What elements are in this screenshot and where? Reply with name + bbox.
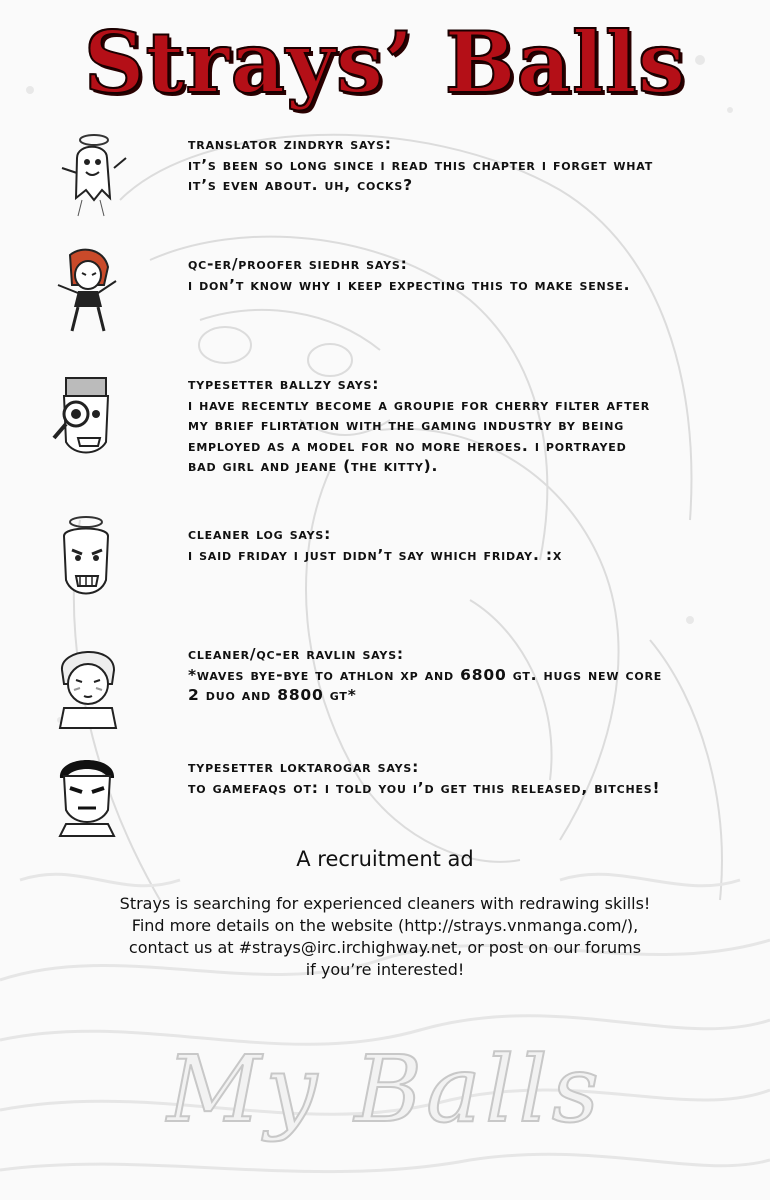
entry-name: typesetter ballzy says: (188, 375, 380, 393)
credit-entry-zindryr (188, 134, 760, 196)
blushing-boy-icon (42, 640, 132, 730)
angel-ghost-icon (42, 128, 132, 218)
entry-name: cleaner/qc-er ravlin says: (188, 645, 404, 663)
recruitment-line: contact us at #strays@irc.irchighway.net, or post on our forums (128, 938, 642, 957)
recruitment-line: Strays is searching for experienced cleaners with redrawing skills! (119, 894, 651, 913)
entry-line: 2 duo and 8800 gt* (188, 686, 357, 704)
entry-line: my brief flirtation with the gaming industry by being (188, 416, 625, 434)
entry-line: *waves bye-bye to athlon xp and 6800 gt. hugs new core (188, 665, 663, 684)
entry-line: i said friday i just didn’t say which friday. :x (188, 545, 563, 564)
zombie-halo-icon (42, 514, 132, 604)
entry-line: to gamefaqs ot: i told you i’d get this released, bitches! (188, 778, 661, 797)
credit-entry-siedhr (188, 254, 760, 295)
redhead-girl-icon (42, 245, 132, 335)
entry-name: typesetter loktarogar says: (188, 758, 420, 776)
page-title: Strays’ Balls (83, 13, 687, 112)
credit-entry-loktarogar (188, 757, 760, 798)
credit-entry-ballzy (188, 374, 760, 477)
entry-name: qc-er/proofer siedhr says: (188, 255, 408, 273)
recruitment-body (60, 893, 710, 981)
entry-line: it’s even about. uh, cocks? (188, 176, 413, 194)
watermark-logo: My Balls (167, 1036, 603, 1143)
recruitment-line: Find more details on the website (http://strays.vnmanga.com/), (131, 916, 639, 935)
entry-line: it’s been so long since i read this chapter i forget what (188, 155, 654, 174)
credit-entry-log (188, 524, 760, 565)
entry-name: translator zindryr says: (188, 135, 392, 153)
entry-name: cleaner log says: (188, 525, 332, 543)
recruitment-line: if you’re interested! (305, 960, 465, 979)
recruitment-title: A recruitment ad (296, 847, 474, 871)
entry-line: i have recently become a groupie for cherry filter after (188, 395, 650, 414)
magnifier-man-icon (42, 372, 132, 462)
entry-line: employed as a model for no more heroes. i portrayed (188, 436, 627, 455)
tough-guy-icon (42, 748, 132, 838)
entry-line: bad girl and jeane (the kitty). (188, 457, 439, 475)
entry-line: i don’t know why i keep expecting this to make sense. (188, 275, 631, 294)
credit-entry-ravlin (188, 644, 760, 706)
